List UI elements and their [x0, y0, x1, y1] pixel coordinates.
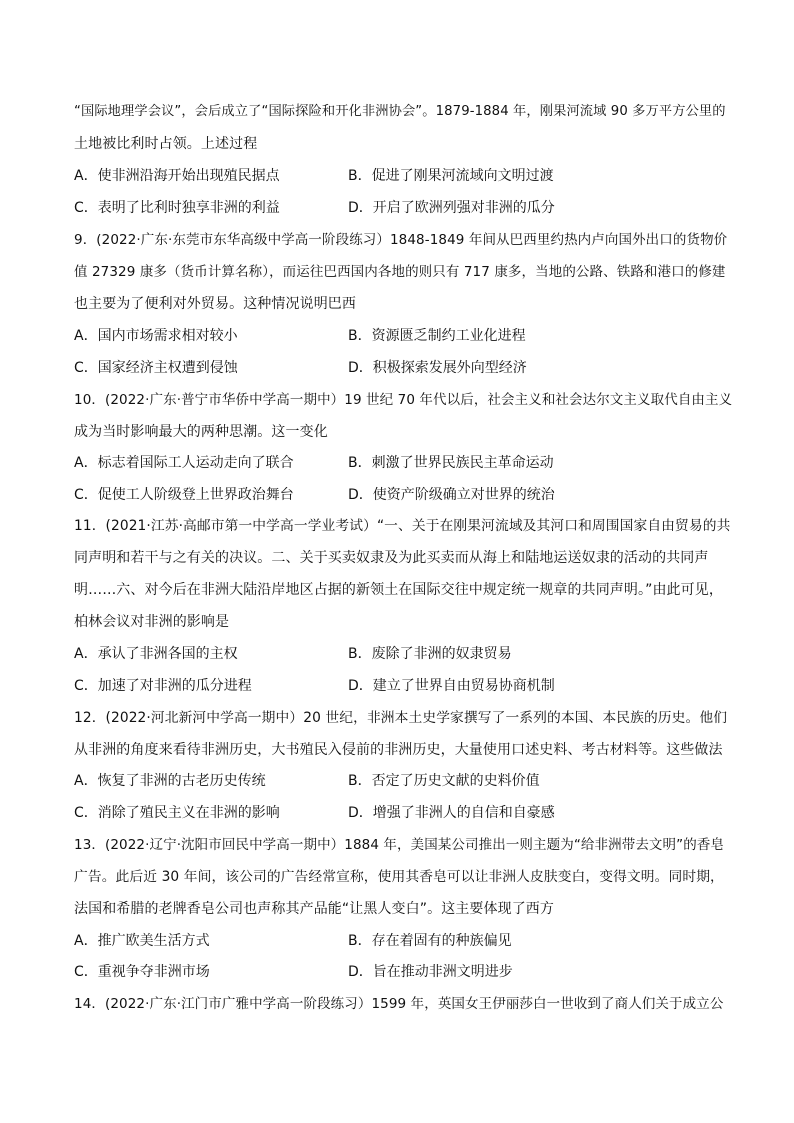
option-a: A．承认了非洲各国的主权	[74, 646, 238, 662]
option-b: B．资源匮乏制约工业化进程	[348, 328, 526, 344]
option-c: C．国家经济主权遭到侵蚀	[74, 360, 238, 376]
question-text-line: 土地被比利时占领。上述过程	[74, 136, 258, 152]
option-b: B．否定了历史文献的史料价值	[348, 773, 540, 789]
option-d: D．使资产阶级确立对世界的统治	[348, 487, 555, 503]
question-11-stem: 11．(2021·江苏·高邮市第一中学高一学业考试）“一、关于在刚果河流域及其河口和周围国家自由贸易的共	[74, 518, 731, 534]
question-10-stem: 10．(2022·广东·普宁市华侨中学高一期中）19 世纪 70 年代以后，社会主义和社会达尔文主义取代自由主义	[74, 392, 733, 408]
option-a: A．使非洲沿海开始出现殖民据点	[74, 168, 280, 184]
option-c: C．消除了殖民主义在非洲的影响	[74, 805, 280, 821]
question-text-line: 值 27329 康多（货币计算名称），而运往巴西国内各地的则只有 717 康多，当地的公路、铁路和港口的修建	[74, 264, 726, 280]
question-text-line: 从非洲的角度来看待非洲历史，大书殖民入侵前的非洲历史，大量使用口述史料、考古材料等。这些做法	[74, 742, 723, 758]
question-text-line: 柏林会议对非洲的影响是	[74, 614, 230, 630]
question-14-stem: 14．(2022·广东·江门市广雅中学高一阶段练习）1599 年，英国女王伊丽莎白一世收到了商人们关于成立公	[74, 996, 724, 1012]
question-text-line: 也主要为了便利对外贸易。这种情况说明巴西	[74, 296, 356, 312]
option-d: D．积极探索发展外向型经济	[348, 360, 527, 376]
option-d: D．增强了非洲人的自信和自豪感	[348, 805, 555, 821]
question-text-line: “国际地理学会议”，会后成立了“国际探险和开化非洲协会”。1879-1884 年，刚果河流域 90 多万平方公里的	[74, 104, 726, 119]
question-9-stem: 9．(2022·广东·东莞市东华高级中学高一阶段练习）1848-1849 年间从巴西里约热内卢向国外出口的货物价	[74, 232, 728, 248]
question-text-line: 广告。此后近 30 年间，该公司的广告经常宣称，使用其香皂可以让非洲人皮肤变白，变得文明。同时期，	[74, 869, 724, 885]
question-12-stem: 12．(2022·河北新河中学高一期中）20 世纪，非洲本土史学家撰写了一系列的本国、本民族的历史。他们	[74, 710, 728, 726]
option-b: B．存在着固有的种族偏见	[348, 933, 512, 949]
option-c: C．表明了比利时独享非洲的利益	[74, 200, 280, 216]
option-b: B．促进了刚果河流域向文明过渡	[348, 168, 554, 184]
option-c: C．重视争夺非洲市场	[74, 964, 210, 980]
option-c: C．加速了对非洲的瓜分进程	[74, 678, 252, 694]
option-d: D．建立了世界自由贸易协商机制	[348, 678, 555, 694]
option-a: A．标志着国际工人运动走向了联合	[74, 455, 294, 471]
option-c: C．促使工人阶级登上世界政治舞台	[74, 487, 294, 503]
option-b: B．废除了非洲的奴隶贸易	[348, 646, 512, 662]
question-text-line: 成为当时影响最大的两种思潮。这一变化	[74, 424, 328, 440]
option-b: B．刺激了世界民族民主革命运动	[348, 455, 554, 471]
question-text-line: 法国和希腊的老牌香皂公司也声称其产品能“让黑人变白”。这主要体现了西方	[74, 901, 555, 917]
option-a: A．推广欧美生活方式	[74, 933, 210, 949]
question-text-line: 同声明和若干与之有关的决议。二、关于买卖奴隶及为此买卖而从海上和陆地运送奴隶的活动的共同声	[74, 550, 709, 566]
question-13-stem: 13．(2022·辽宁·沈阳市回民中学高一期中）1884 年，美国某公司推出一则主题为“给非洲带去文明”的香皂	[74, 837, 725, 853]
option-a: A．国内市场需求相对较小	[74, 328, 238, 344]
question-text-line: 明……六、对今后在非洲大陆沿岸地区占据的新领土在国际交往中规定统一规章的共同声明。”由此可见，	[74, 582, 723, 598]
option-d: D．开启了欧洲列强对非洲的瓜分	[348, 200, 555, 216]
option-d: D．旨在推动非洲文明进步	[348, 964, 513, 980]
option-a: A．恢复了非洲的古老历史传统	[74, 773, 266, 789]
